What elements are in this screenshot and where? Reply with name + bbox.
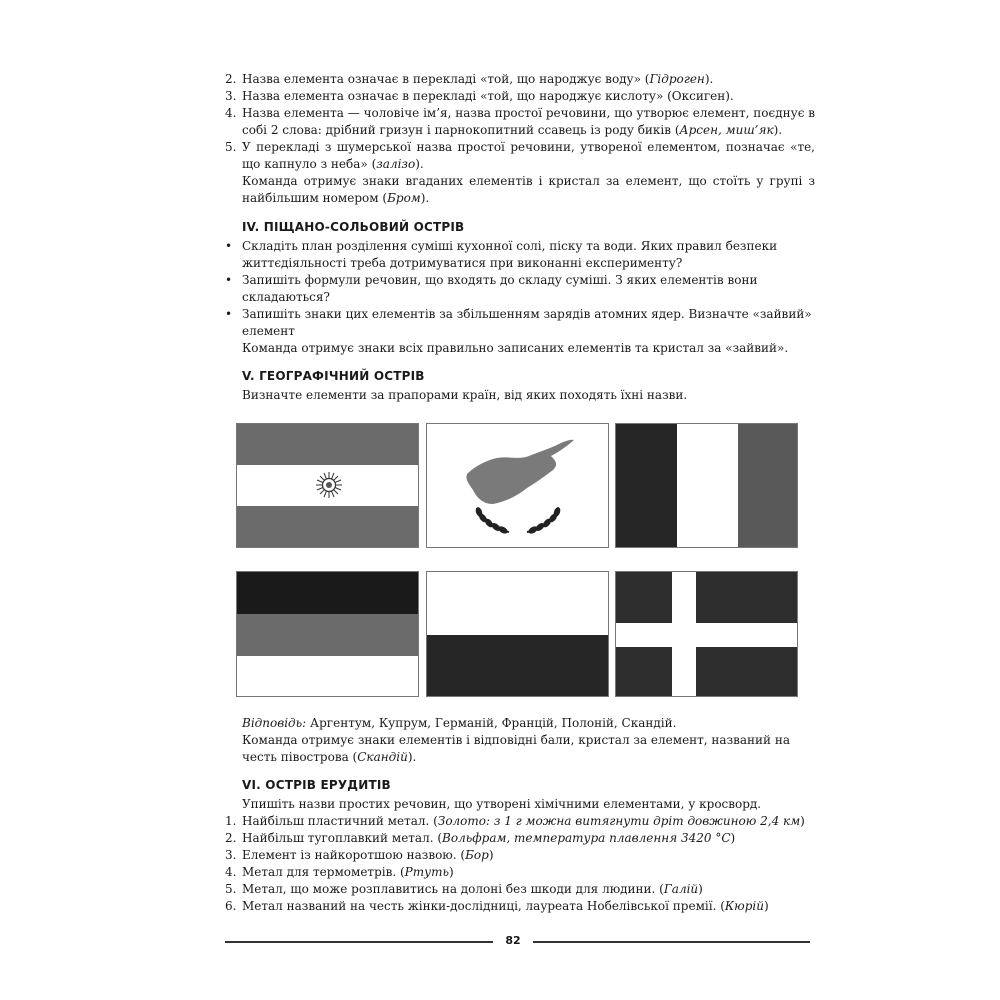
germany-flag — [236, 571, 419, 697]
section-6 — [225, 778, 815, 915]
list-item: 3. Елемент із найкоротшою назвою. (Бор) — [225, 848, 494, 862]
list-item: • Запишіть знаки цих елементів за збільшенням зарядів атомних ядер. Визначте «зайвий» елемент — [225, 307, 812, 338]
footer-divider-left — [225, 941, 493, 943]
section-5 — [225, 369, 815, 404]
section-6-intro: Упишіть назви простих речовин, що утворені хімічними елементами, у кросворд. — [242, 797, 762, 811]
cyprus-flag — [426, 423, 609, 548]
france-flag — [615, 423, 798, 548]
list-item: 6. Метал названий на честь жінки-дослідниці, лауреата Нобелівської премії. (Кюрій) — [225, 899, 769, 913]
riddles-list — [225, 71, 815, 207]
list-item: 2. Найбільш тугоплавкий метал. (Вольфрам, температура плавлення 3420 °С) — [225, 831, 736, 845]
section-4-result: Команда отримує знаки всіх правильно записаних елементів та кристал за «зайвий». — [242, 341, 789, 355]
section-5-title: V. ГЕОГРАФІЧНИЙ ОСТРІВ — [242, 369, 425, 383]
list-item: 5. У перекладі з шумерської назва простої речовини, утвореної елементом, позначає «те, що капнуло з неба» (залізо). — [225, 140, 815, 171]
bullet-icon: • — [225, 239, 233, 253]
section-5-intro: Визначте елементи за прапорами країн, від яких походять їхні назви. — [242, 388, 688, 402]
bullet-icon: • — [225, 307, 233, 321]
poland-flag — [426, 571, 609, 697]
sun-emblem-icon — [316, 471, 342, 499]
list-item: • Складіть план розділення суміші кухонної солі, піску та води. Яких правил безпеки життєдіяльності треба дотримуватися при виконанні експерименту? — [225, 239, 778, 270]
cyprus-island-icon — [427, 424, 609, 548]
riddles-result: Команда отримує знаки вгаданих елементів і кристал за елемент, що стоїть у групі з найбільшим номером (Бром). — [242, 174, 815, 205]
scandinavian-cross-flag — [615, 571, 798, 697]
list-item: 3. Назва елемента означає в перекладі «той, що народжує кислоту» (Оксиген). — [225, 89, 734, 103]
footer-divider-right — [533, 941, 810, 943]
section-4-title: IV. ПІЩАНО-СОЛЬОВИЙ ОСТРІВ — [242, 220, 465, 234]
section-5-answer: Відповідь: Аргентум, Купрум, Германій, Францій, Полоній, Скандій. Команда отримує знаки елементів і відповідні бали, кристал за елемент, названий на честь півострова (Скандій). — [242, 716, 791, 764]
list-item: 5. Метал, що може розплавитись на долоні без шкоди для людини. (Галій) — [225, 882, 703, 896]
bullet-icon: • — [225, 273, 233, 287]
list-item: 4. Назва елемента — чоловіче ім’я, назва простої речовини, що утворює елемент, поєднує в собі 2 слова: дрібний гризун і парнокопитний ссавець із роду биків (Арсен, миш’як). — [225, 106, 815, 137]
list-item: 2. Назва елемента означає в перекладі «той, що народжує воду» (Гідроген). — [225, 72, 714, 86]
list-item: 4. Метал для термометрів. (Ртуть) — [225, 865, 454, 879]
list-item: • Запишіть формули речовин, що входять до складу суміші. З яких елементів вони складаються? — [225, 273, 758, 304]
page-number: 82 — [505, 934, 521, 947]
section-4 — [225, 220, 815, 357]
list-item: 1. Найбільш пластичний метал. (Золото: з 1 г можна витягнути дріт довжиною 2,4 км) — [225, 814, 805, 828]
argentina-flag — [236, 423, 419, 548]
section-6-title: VI. ОСТРІВ ЕРУДИТІВ — [242, 778, 391, 792]
